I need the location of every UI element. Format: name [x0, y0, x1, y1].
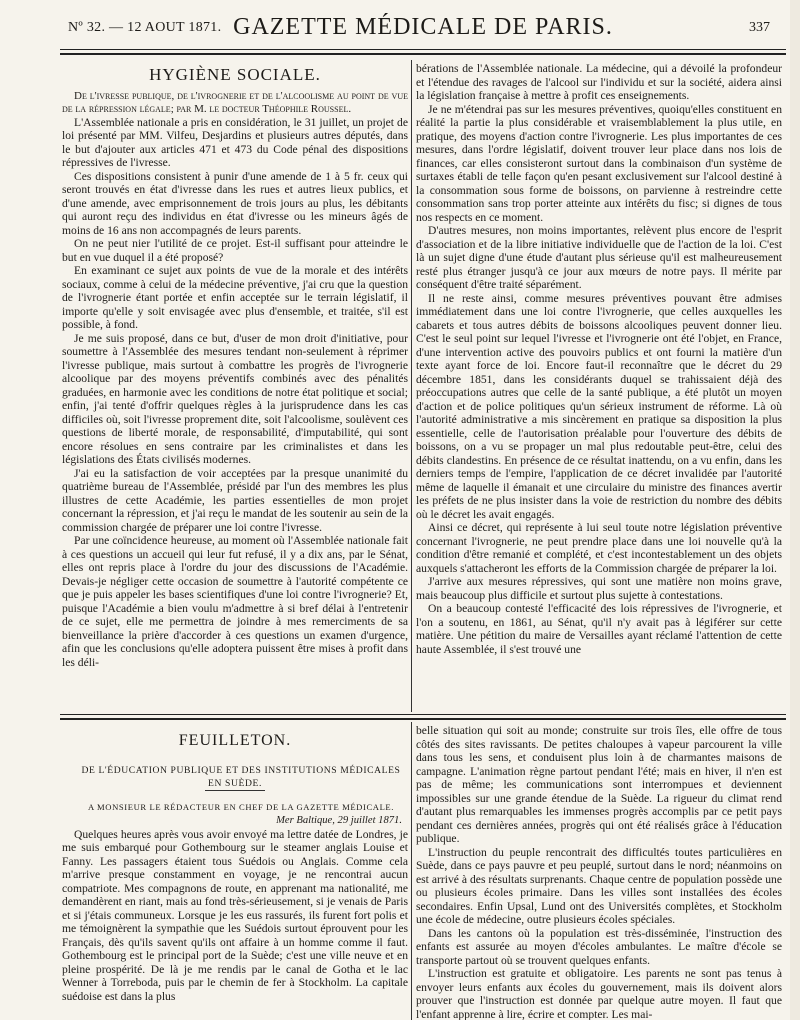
paragraph: bérations de l'Assemblée nationale. La médecine, qui a dévoilé la profondeur et l'étendue des ravages de l'alcool sur l'individu et sur la société, aidera ainsi la législation française à mettre à profit ces enseignements. — [416, 62, 782, 102]
feuilleton-title: FEUILLETON. — [178, 732, 292, 749]
letter-address: A MONSIEUR LE RÉDACTEUR EN CHEF DE LA GAZETTE MÉDICALE. — [87, 801, 395, 812]
hygiene-column-left — [62, 62, 408, 700]
paragraph: Je me suis proposé, dans ce but, d'user de mon droit d'initiative, pour soumettre à l'Assemblée des mesures tendant non-seulement à réprimer l'ivresse publique, mais surtout à combattre les progrès de l'ivrognerie alcoolique par des moyens préventifs combinés avec des pénalités graduées, en harmonie avec les conditions de notre état politique et social; enfin, j'ai tenté d'offrir quelques règles à la jurisprudence dans les cas difficiles où, soit l'ivresse proprement dite, soit l'alcoolisme, soulèvent ces questions de liberté morale, de responsabilité, d'imputabilité, qui sont encore résolues en sens contraire par les criminalistes et dans les législations des États civilisés modernes. — [62, 331, 408, 466]
paragraph: Ces dispositions consistent à punir d'une amende de 1 à 5 fr. ceux qui seront trouvés en état d'ivresse dans les rues et autres lieux publics, et d'une amende, avec emprisonnement de trois jours au plus, les débitants qui auront reçu des individus en état d'ivresse ou les mineurs âgés de moins de 16 ans non accompagnés de leurs parents. — [62, 169, 408, 237]
header-rule-top — [60, 49, 786, 50]
feuilleton-rule-bottom — [60, 718, 786, 720]
feuilleton-subtitle: DE L'ÉDUCATION PUBLIQUE ET DES INSTITUTIONS MÉDICALES EN SUÈDE. — [81, 764, 401, 789]
article-subtitle: De l'ivresse publique, de l'ivrognerie et de l'alcoolisme au point de vue de la répression légale; par M. le docteur Théophile Roussel. — [62, 89, 408, 115]
page-margin — [790, 0, 800, 1020]
column-divider-bottom — [411, 722, 412, 1020]
section-title: HYGIÈNE SOCIALE. — [149, 65, 321, 84]
hygiene-column-right — [416, 62, 782, 710]
feuilleton-column-right — [416, 724, 782, 1020]
feuilleton-rule-top — [60, 714, 786, 715]
paragraph: J'ai eu la satisfaction de voir acceptées par la presque unanimité du quatrième bureau de l'Assemblée, présidé par l'un des membres les plus illustres de cette Académie, les parties essentielles de mon projet concernant la répression, et j'ai reçu le mandat de les soutenir au sein de la commission chargée de préparer une loi contre l'ivresse. — [62, 466, 408, 534]
paragraph: Dans les cantons où la population est très-disséminée, l'instruction des enfants est assurée au moyen d'écoles ambulantes. Le maître d'école se transporte partout où se trouvent quelques enfants. — [416, 926, 782, 967]
page-number: 337 — [749, 20, 770, 35]
journal-title: GAZETTE MÉDICALE DE PARIS. — [233, 14, 613, 40]
paragraph: D'autres mesures, non moins importantes, relèvent plus encore de l'esprit d'association et de la libre initiative individuelle que de l'action de la loi. C'est là un sujet digne d'une étude d'autant plus sérieuse qu'il est malheureusement resté plus étranger jusqu'à ce jour aux mœurs de notre pays. Il mérite par conséquent d'être traité séparément. — [416, 224, 782, 291]
paragraph: Quelques heures après vous avoir envoyé ma lettre datée de Londres, je me suis embarqué pour Gothembourg sur le steamer anglais Louise et Fanny. Les passagers étaient tous Suédois ou Anglais. Comme cela m'arrive presque constamment en voyage, je ne rencontrai aucun compatriote. Mes compagnons de route, en apprenant ma nationalité, me demandèrent en riant, mais au fond très-sérieusement, si je venais de Paris et si j'étais communeux. Lorsque je les eus rassurés, ils furent fort polis et me témoignèrent la sympathie que les Suédois surtout éprouvent pour les Français, dès qu'ils savent qu'ils ont affaire à un homme comme il faut. Gothembourg est le principal port de la Suède; c'est une ville neuve et en pleine prospérité. De là je me rendis par le canal de Gotha et le lac Wenner à Torreboda, puis par le chemin de fer à Stockholm. La capitale suédoise est dans la plus — [62, 827, 408, 1003]
paragraph: Je ne m'étendrai pas sur les mesures préventives, quoiqu'elles constituent en réalité la partie la plus considérable et vraisemblablement la plus utile, en pratique, des moyens d'action contre l'ivrognerie. Les plus importantes de ces mesures, dans l'ordre législatif, doivent trouver leur place dans nos lois de finances, car elles consisteront surtout dans la combinaison d'un système de surtaxes établi de telle façon qu'en pesant exclusivement sur l'alcool destiné à la consommation sous forme de boissons, on parvienne à restreindre cette consommation sans trop porter atteinte aux intérêts du fisc; si dignes de tous nos respects en ce moment. — [416, 102, 782, 224]
paragraph: On a beaucoup contesté l'efficacité des lois répressives de l'ivrognerie, et l'on a soutenu, en 1861, au Sénat, qu'il n'y avait pas à légiférer sur cette matière. Une pétition du maire de Versailles ayant réclamé l'attention de cette haute Assemblée, il s'est trouvé une — [416, 602, 782, 656]
paragraph: L'instruction est gratuite et obligatoire. Les parents ne sont pas tenus à envoyer leurs enfants aux écoles du gouvernement, mais ils doivent alors prouver que l'instruction est donnée par quelque autre moyen. Il faut que l'enfant apprenne à lire, écrire et compter. Les mai- — [416, 967, 782, 1020]
paragraph: Par une coïncidence heureuse, au moment où l'Assemblée nationale fait à ces questions un accueil qui leur fut refusé, il y a dix ans, par le Sénat, elles ont repris place à l'ordre du jour des discussions de l'Académie. Devais-je négliger cette occasion de soumettre à l'autorité compétente ce que je puis appeler les bases scientifiques d'une loi contre l'ivrognerie? Et, puisque l'Académie a bien voulu m'admettre à si bref délai à l'entretenir de ce sujet, elle me permettra de joindre à mes remerciments de sa bienveillance la prière d'accorder à ces questions un examen d'urgence, afin que les conclusions qu'elle adoptera puissent être mises à profit dans les déli- — [62, 534, 408, 669]
paragraph: On ne peut nier l'utilité de ce projet. Est-il suffisant pour atteindre le but en vue duquel il a été proposé? — [62, 237, 408, 264]
issue-date: Nº 32. — 12 AOUT 1871. — [68, 20, 222, 35]
separator — [205, 790, 265, 791]
paragraph: Il ne reste ainsi, comme mesures préventives pouvant être admises immédiatement dans une loi contre l'ivrognerie, que celles auxquelles les cabarets et tous autres débits de boissons alcooliques peuvent donner lieu. C'est le seul point sur lequel l'ivresse et l'ivrognerie ont été l'objet, en France, d'une intervention active des pouvoirs publics et ont fourni la matière d'un texte ayant force de loi. Encore faut-il reconnaître que le décret du 29 décembre 1851, dans les considérants duquel se trahissaient déjà des préoccupations autres que celle de la santé publique, a été plutôt un moyen d'action et de police politiques qu'un sérieux instrument de réforme. Là où l'autorité administrative a mis sincèrement en pratique sa disposition la plus essentielle, celle de l'autorisation préalable pour l'ouverture des débits de boissons, on a vu se propager un mal plus redoutable peut-être, celui des débits clandestins. En présence de ce résultat inattendu, on a vu enfin, dans les derniers temps de l'empire, l'application de ce décret invalidée par l'autorité même de laquelle il émanait et une circulaire du ministre des finances avertir les préfets de ne plus insister dans la voie de restriction du nombre des débits où le décret les avait engagés. — [416, 291, 782, 521]
paragraph: L'Assemblée nationale a pris en considération, le 31 juillet, un projet de loi présenté par MM. Vilfeu, Desjardins et plusieurs autres députés, dans le but d'ajouter aux articles 471 et 473 du Code pénal des dispositions répressives de l'ivresse. — [62, 115, 408, 169]
paragraph: Ainsi ce décret, qui représente à lui seul toute notre législation préventive concernant l'ivrognerie, ne peut prendre place dans une loi nouvelle qu'à la condition d'être remanié et complété, et c'est incontestablement un des objets auxquels s'attacheront les efforts de la Commission chargée de préparer la loi. — [416, 521, 782, 575]
paragraph: J'arrive aux mesures répressives, qui sont une matière non moins grave, mais beaucoup plus difficile et surtout plus sujette à contestations. — [416, 575, 782, 602]
paragraph: belle situation qui soit au monde; construite sur trois îles, elle offre de tous côtés des sites ravissants. De petites chaloupes à vapeur parcourent la ville dans tous les sens, et conduisent plus loin à de charmantes maisons de campagne. L'animation règne partout pendant l'été; mais en hiver, il n'en est pas de même; les communications sont interrompues et deviennent impossibles sur une grande étendue de la Suède. La rigueur du climat rend d'autant plus remarquables les immenses progrès accomplis par ce petit pays pendant ces dernières années, progrès qui ont été réalisés grâce à l'éducation publique. — [416, 724, 782, 845]
page-header — [60, 14, 786, 40]
paragraph: L'instruction du peuple rencontrait des difficultés toutes particulières en Suède, dans ce pays pauvre et peu peuplé, surtout dans le nord; néanmoins on est arrivé à des résultats surprenants. Chaque centre de population possède une ou plusieurs écoles primaire. Dans les villes sont installées des écoles secondaires. Enfin Upsal, Lund ont des Universités complètes, et Stockholm une école de médecine, outre plusieurs écoles spéciales. — [416, 845, 782, 926]
feuilleton-column-left — [62, 724, 408, 1020]
paragraph: En examinant ce sujet aux points de vue de la morale et des intérêts sociaux, comme à celui de la médecine préventive, j'ai cru que la question de l'ivrognerie étant portée et enfin acceptée sur le terrain législatif, il importe qu'elle y soit envisagée avec plus d'ensemble, et traitée, s'il est possible, à fond. — [62, 264, 408, 331]
letter-dateline: Mer Baltique, 29 juillet 1871. — [276, 815, 402, 826]
header-rule-bottom — [60, 53, 786, 55]
column-divider-top — [411, 60, 412, 712]
